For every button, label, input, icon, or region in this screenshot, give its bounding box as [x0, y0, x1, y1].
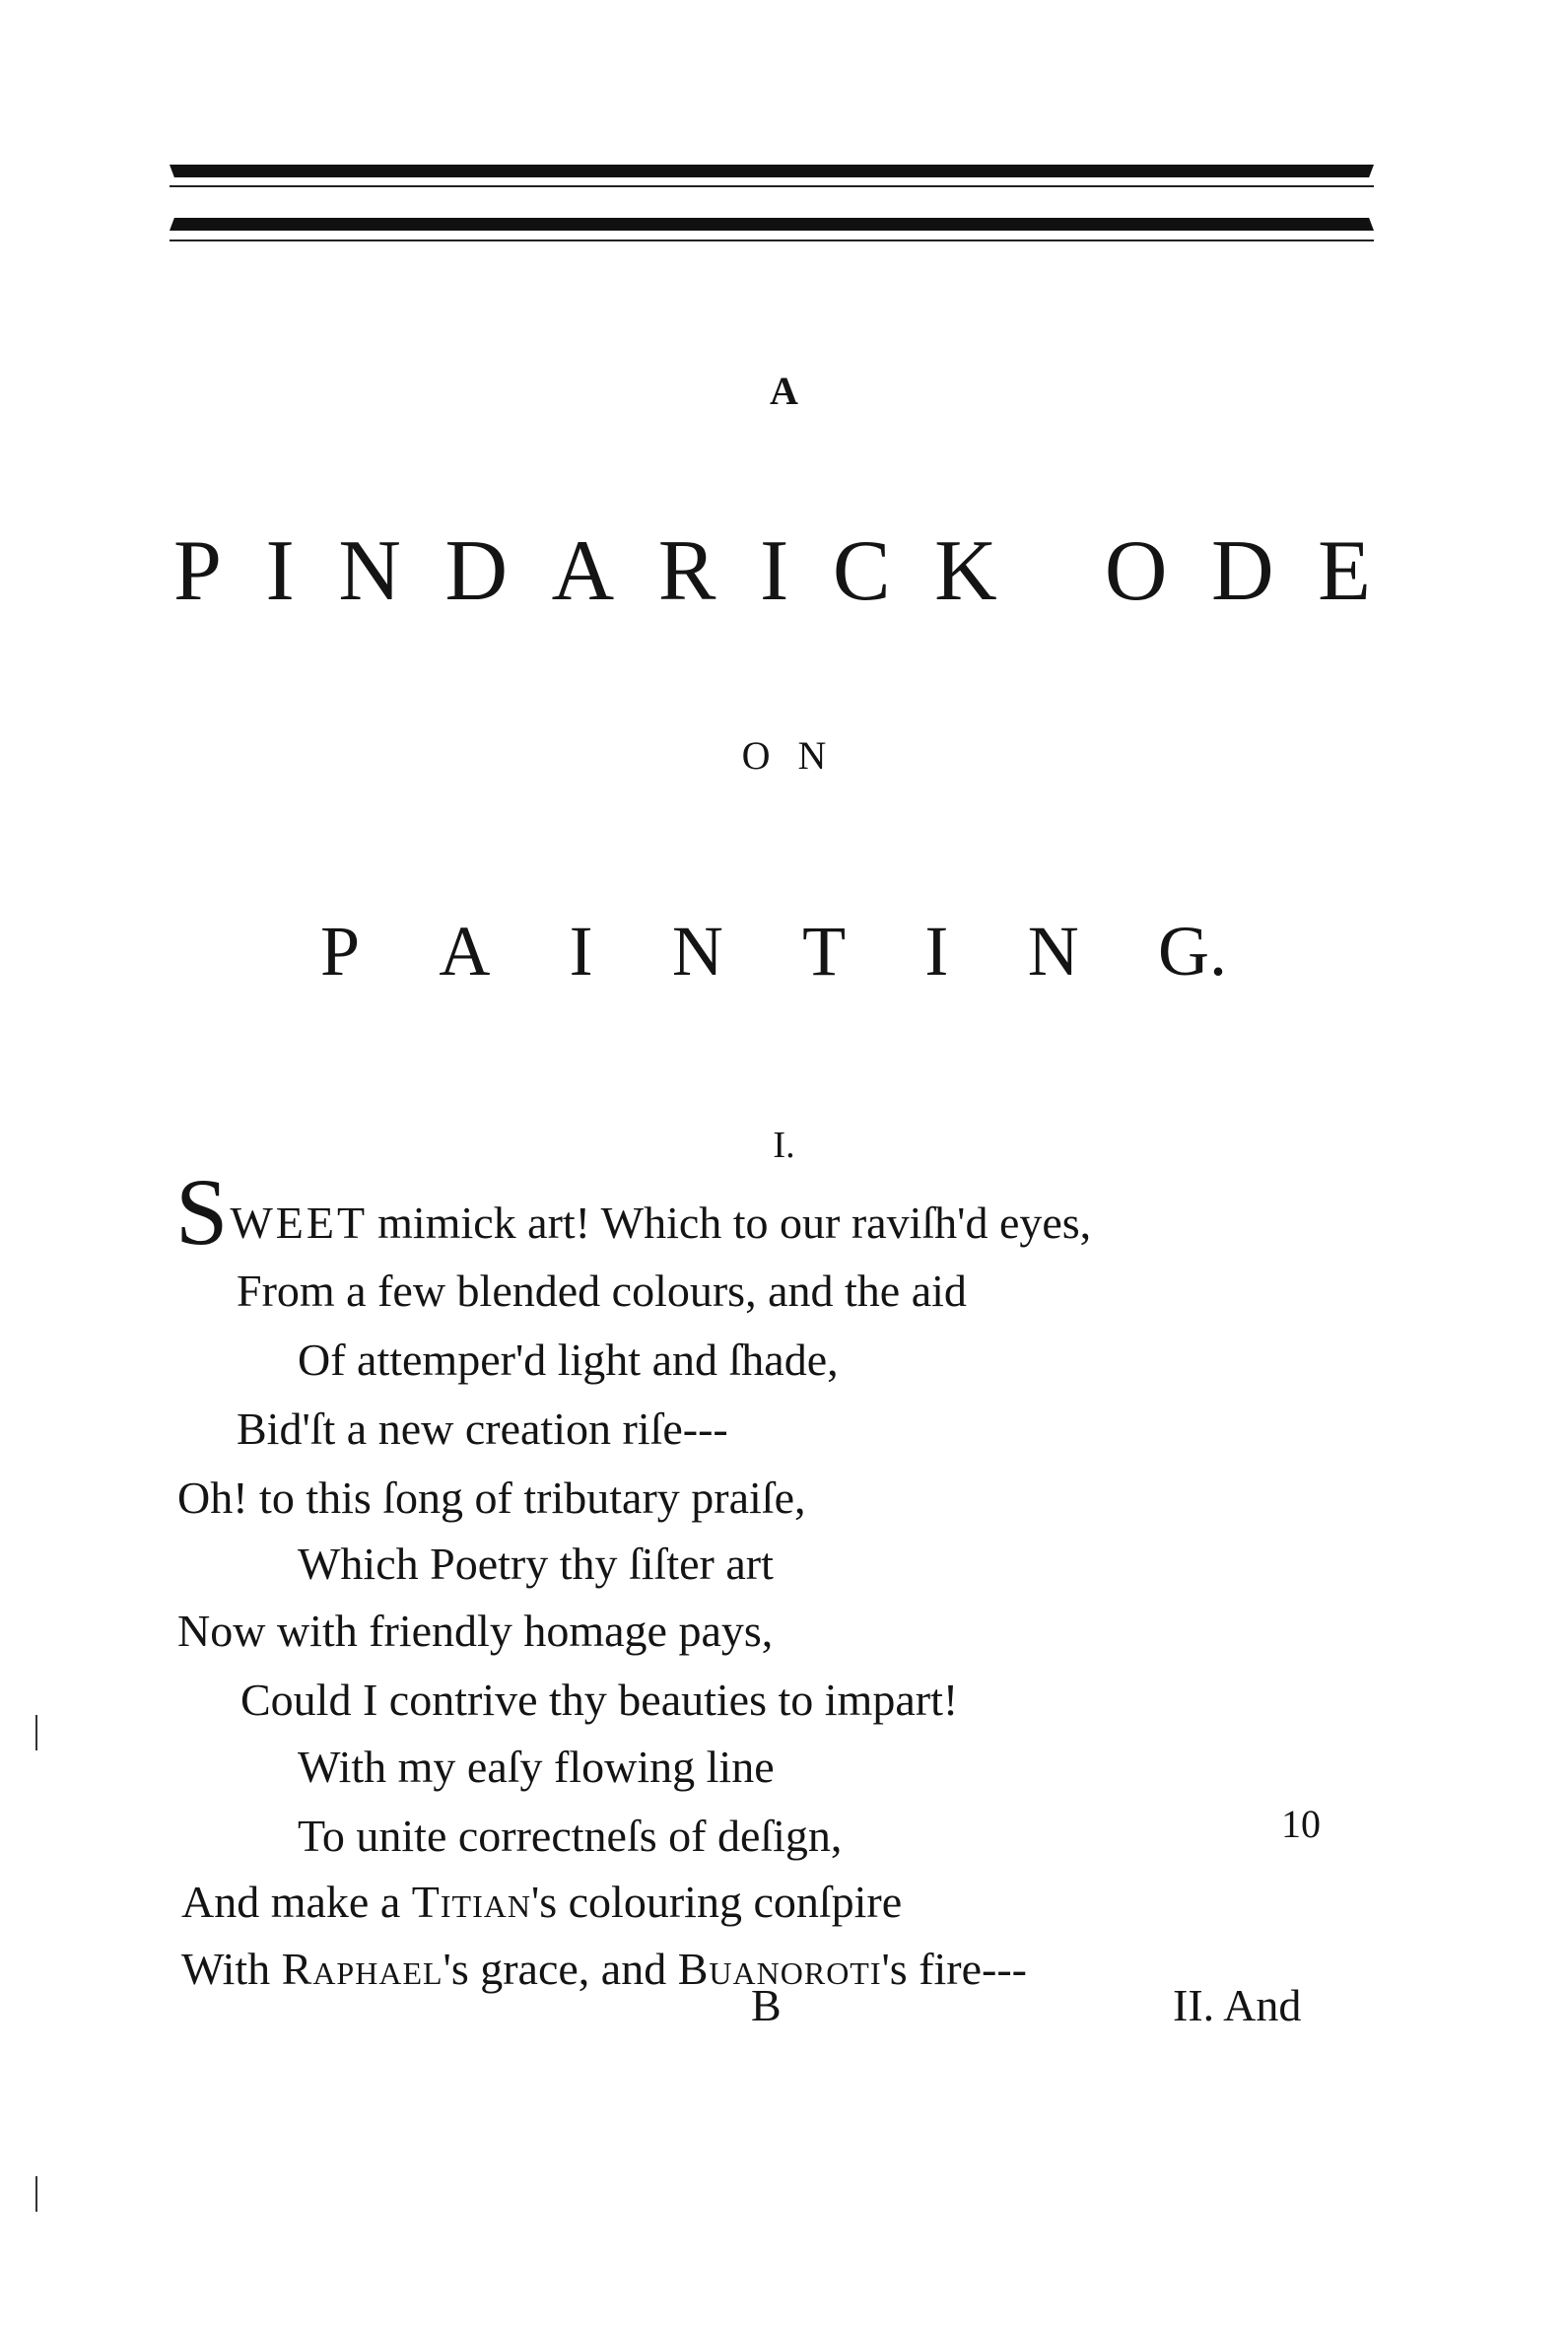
- title-on: ON: [741, 733, 854, 778]
- verse-text: 's colouring conſpire: [530, 1877, 903, 1927]
- margin-mark: [35, 2176, 37, 2212]
- subject-letter: I: [924, 912, 949, 991]
- subject-letter: T: [802, 912, 847, 991]
- verse-text: With: [181, 1944, 282, 1994]
- title-word-gap: [1041, 522, 1060, 621]
- subject-letter: G.: [1157, 912, 1227, 991]
- subject-letter: A: [439, 912, 491, 991]
- title-letter: I: [265, 523, 295, 619]
- head-rule-thin-bottom: [170, 240, 1374, 241]
- verse-line: Which Poetry thy ſiſter art: [298, 1539, 774, 1589]
- verse-line: Now with friendly homage pays,: [177, 1606, 774, 1656]
- verse-text: And make a: [181, 1877, 412, 1927]
- verse-line: Oh! to this ſong of tributary praiſe,: [177, 1472, 806, 1523]
- verse-line: [181, 1940, 1027, 1999]
- title-letter: K: [934, 523, 997, 619]
- line-number: 10: [1281, 1802, 1321, 1846]
- subject-letter: N: [1027, 912, 1079, 991]
- title-letter: I: [760, 523, 789, 619]
- head-rule-heavy-bottom: [170, 218, 1374, 231]
- head-rule-thin-top: [170, 185, 1374, 187]
- verse-text: 's fire---: [881, 1944, 1027, 1994]
- verse-text: mimick art! Which to our raviſh'd eyes,: [377, 1198, 1092, 1248]
- verse-line: Of attemper'd light and ſhade,: [298, 1335, 839, 1385]
- title-letter: E: [1318, 523, 1371, 619]
- verse-line: From a few blended colours, and the aid: [237, 1266, 967, 1316]
- margin-mark: [35, 1715, 37, 1750]
- verse-text: 's grace, and: [443, 1944, 678, 1994]
- title-main: [173, 522, 1371, 621]
- verse-line: [181, 1873, 902, 1932]
- title-letter: N: [338, 523, 401, 619]
- head-rule-heavy-top: [170, 165, 1374, 177]
- signature-mark: B: [751, 1980, 782, 2030]
- title-article: A: [770, 369, 798, 413]
- verse-line: With my eaſy flowing line: [298, 1742, 775, 1792]
- verse-line: To unite correctneſs of deſign,: [298, 1811, 843, 1861]
- title-subject: [320, 907, 1227, 995]
- stanza-number: I.: [773, 1125, 795, 1166]
- drop-cap: S: [175, 1159, 229, 1265]
- title-letter: P: [173, 523, 222, 619]
- name-smallcaps: Raphael: [281, 1944, 443, 1994]
- name-smallcaps: Buanoroti: [677, 1944, 882, 1994]
- verse-line: [175, 1159, 1092, 1265]
- verse-line: Could I contrive thy beauties to impart!: [240, 1675, 959, 1725]
- name-smallcaps: Titian: [411, 1877, 531, 1927]
- title-letter: D: [1210, 523, 1274, 619]
- subject-letter: I: [569, 912, 593, 991]
- title-letter: A: [551, 523, 615, 619]
- subject-letter: P: [320, 912, 361, 991]
- title-letter: D: [444, 523, 509, 619]
- catchword: II. And: [1173, 1980, 1302, 2030]
- title-letter: C: [832, 523, 891, 619]
- lead-word: WEET: [230, 1198, 369, 1248]
- title-letter: O: [1104, 523, 1168, 619]
- subject-letter: N: [671, 912, 723, 991]
- title-letter: R: [657, 523, 716, 619]
- verse-line: Bid'ſt a new creation riſe---: [237, 1404, 728, 1454]
